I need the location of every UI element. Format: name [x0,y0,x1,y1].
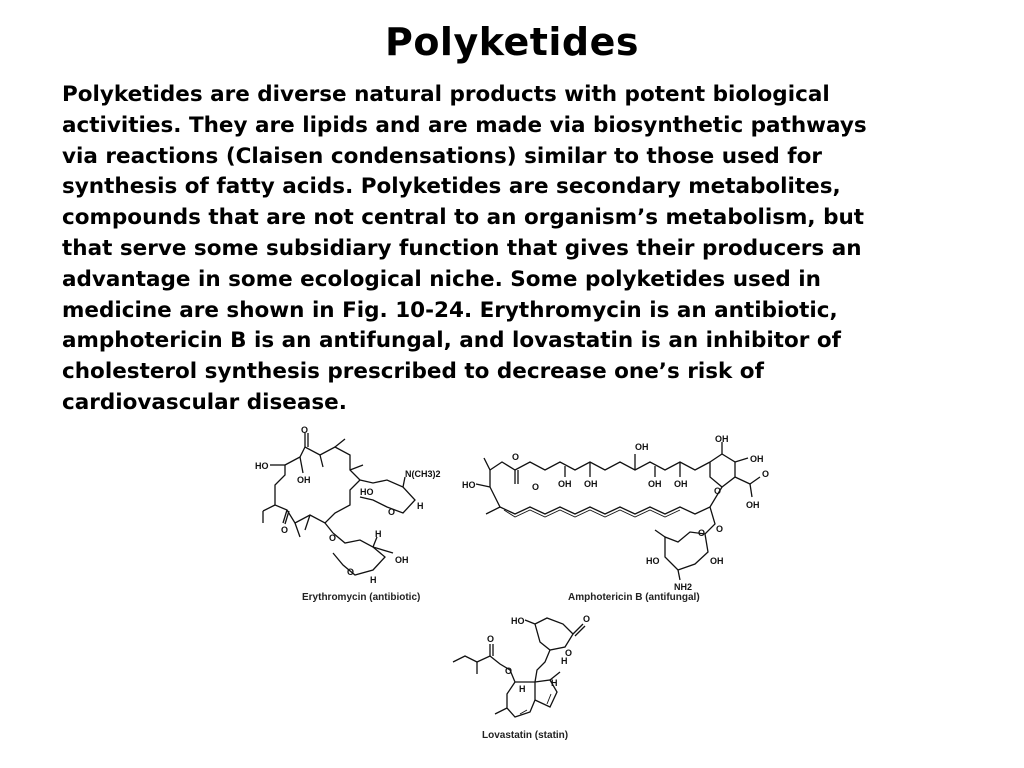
body-line: advantage in some ecological niche. Some polyketides used in [62,266,821,292]
atom-label: HO [360,487,374,497]
atom-label: O [532,482,540,492]
body-line: compounds that are not central to an organism’s metabolism, but [62,205,865,231]
atom-label: H [417,501,424,511]
atom-label: O [698,528,706,538]
lovastatin-drawing [445,612,595,727]
atom-label: OH [648,479,662,489]
atom-label: O [347,567,355,577]
atom-label: O [281,525,289,535]
amphotericin-b-structure [460,432,775,592]
atom-label: OH [750,454,764,464]
slide-body-text [62,80,1002,419]
atom-label: OH [715,434,729,444]
erythromycin-structure [255,425,445,585]
atom-label: OH [395,555,409,565]
body-line: activities. They are lipids and are made via biosynthetic pathways [62,112,867,138]
atom-label: HO [511,616,525,626]
atom-label: O [301,425,309,435]
atom-label: H [551,678,558,688]
atom-label: O [583,614,591,624]
slide-title: Polyketides [384,20,640,64]
amphotericin-caption: Amphotericin B (antifungal) [568,592,700,603]
atom-label: H [375,529,382,539]
body-line: medicine are shown in Fig. 10-24. Erythromycin is an antibiotic, [62,297,838,323]
erythromycin-drawing [255,425,445,585]
body-line: that serve some subsidiary function that gives their producers an [62,235,862,261]
atom-label: HO [255,461,269,471]
atom-label: OH [297,475,311,485]
atom-label: OH [584,479,598,489]
atom-label: O [487,634,495,644]
atom-label: O [512,452,520,462]
atom-label: OH [558,479,572,489]
atom-label: HO [646,556,660,566]
lovastatin-caption: Lovastatin (statin) [482,730,569,741]
body-line: amphotericin B is an antifungal, and lovastatin is an inhibitor of [62,328,841,354]
atom-label: H [519,684,526,694]
lovastatin-structure [445,612,595,727]
atom-label: OH [635,442,649,452]
amphotericin-drawing [460,432,775,592]
atom-label: OH [674,479,688,489]
atom-label: O [388,507,396,517]
atom-label: HO [462,480,476,490]
atom-label: O [762,469,770,479]
atom-label: O [716,524,724,534]
atom-label: O [714,486,722,496]
atom-label: OH [746,500,760,510]
atom-label: NH2 [674,582,693,592]
atom-label: OH [710,556,724,566]
body-line: via reactions (Claisen condensations) similar to those used for [62,143,823,169]
atom-label: H [561,656,568,666]
atom-label: O [565,648,573,658]
atom-label: N(CH3)2 [405,469,441,479]
body-line: synthesis of fatty acids. Polyketides are secondary metabolites, [62,174,841,200]
atom-label: O [505,666,513,676]
atom-label: H [370,575,377,585]
atom-label: O [329,533,337,543]
body-line: Polyketides are diverse natural products with potent biological [62,82,830,107]
erythromycin-caption: Erythromycin (antibiotic) [302,592,421,603]
body-line: cardiovascular disease. [62,389,347,415]
body-line: cholesterol synthesis prescribed to decrease one’s risk of [62,359,764,385]
